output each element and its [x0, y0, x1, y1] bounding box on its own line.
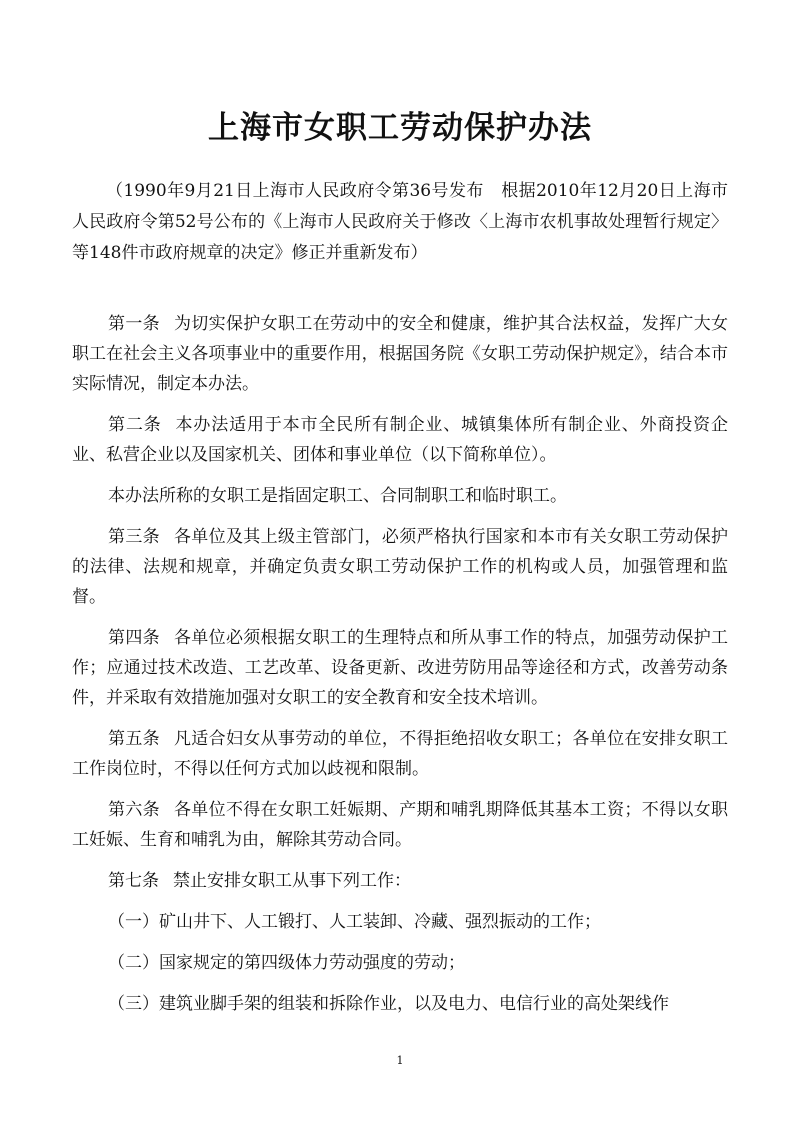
- article-label: 第五条: [108, 729, 160, 749]
- article-paragraph: [72, 795, 728, 855]
- article-text: 本办法适用于本市全民所有制企业、城镇集体所有制企业、外商投资企业、私营企业以及国家机关、团体和事业单位（以下简称单位）。: [72, 415, 728, 465]
- article-label: 第六条: [108, 800, 160, 820]
- article-text: （三）建筑业脚手架的组装和拆除作业，以及电力、电信行业的高处架线作: [108, 994, 669, 1014]
- article-text: 凡适合妇女从事劳动的单位，不得拒绝招收女职工；各单位在安排女职工工作岗位时，不得以任何方式加以歧视和限制。: [72, 729, 729, 779]
- article-text: 禁止安排女职工从事下列工作：: [173, 871, 411, 891]
- list-item: [72, 907, 728, 937]
- article-label: 第七条: [108, 871, 159, 891]
- article-paragraph: [72, 522, 728, 612]
- article-text: （二）国家规定的第四级体力劳动强度的劳动；: [108, 953, 465, 973]
- publication-note: （1990年9月21日上海市人民政府令第36号发布 根据2010年12月20日上海市人民政府令第52号公布的《上海市人民政府关于修改〈上海市农机事故处理暂行规定〉等148件市政府规章的决定》修正并重新发布）: [72, 181, 728, 263]
- article-label: 第三条: [108, 527, 160, 547]
- article-text: 本办法所称的女职工是指固定职工、合同制职工和临时职工。: [108, 486, 567, 506]
- article-paragraph: [72, 724, 728, 784]
- article-text: 各单位不得在女职工妊娠期、产期和哺乳期降低其基本工资；不得以女职工妊娠、生育和哺乳为由，解除其劳动合同。: [72, 800, 729, 850]
- article-text: 各单位及其上级主管部门，必须严格执行国家和本市有关女职工劳动保护的法律、法规和规章，并确定负责女职工劳动保护工作的机构或人员，加强管理和监督。: [72, 527, 729, 607]
- article-paragraph: [72, 481, 728, 511]
- article-text: 为切实保护女职工在劳动中的安全和健康，维护其合法权益，发挥广大女职工在社会主义各项事业中的重要作用，根据国务院《女职工劳动保护规定》，结合本市实际情况，制定本办法。: [72, 314, 729, 394]
- list-item: [72, 948, 728, 978]
- article-text: （一）矿山井下、人工锻打、人工装卸、冷藏、强烈振动的工作；: [108, 912, 601, 932]
- article-label: 第四条: [108, 628, 160, 648]
- article-paragraph: [72, 623, 728, 713]
- article-text: 各单位必须根据女职工的生理特点和所从事工作的特点，加强劳动保护工作；应通过技术改造、工艺改革、设备更新、改进劳防用品等途径和方式，改善劳动条件，并采取有效措施加强对女职工的安全教育和安全技术培训。: [72, 628, 729, 708]
- article-label: 第一条: [108, 314, 160, 334]
- list-item: [72, 989, 728, 1019]
- article-paragraph: [72, 410, 728, 470]
- document-body: [72, 309, 728, 1030]
- article-paragraph: [72, 866, 728, 896]
- article-paragraph: [72, 309, 728, 399]
- document-title: 上海市女职工劳动保护办法: [208, 110, 592, 146]
- article-label: 第二条: [108, 415, 162, 435]
- page-number: 1: [396, 1054, 404, 1067]
